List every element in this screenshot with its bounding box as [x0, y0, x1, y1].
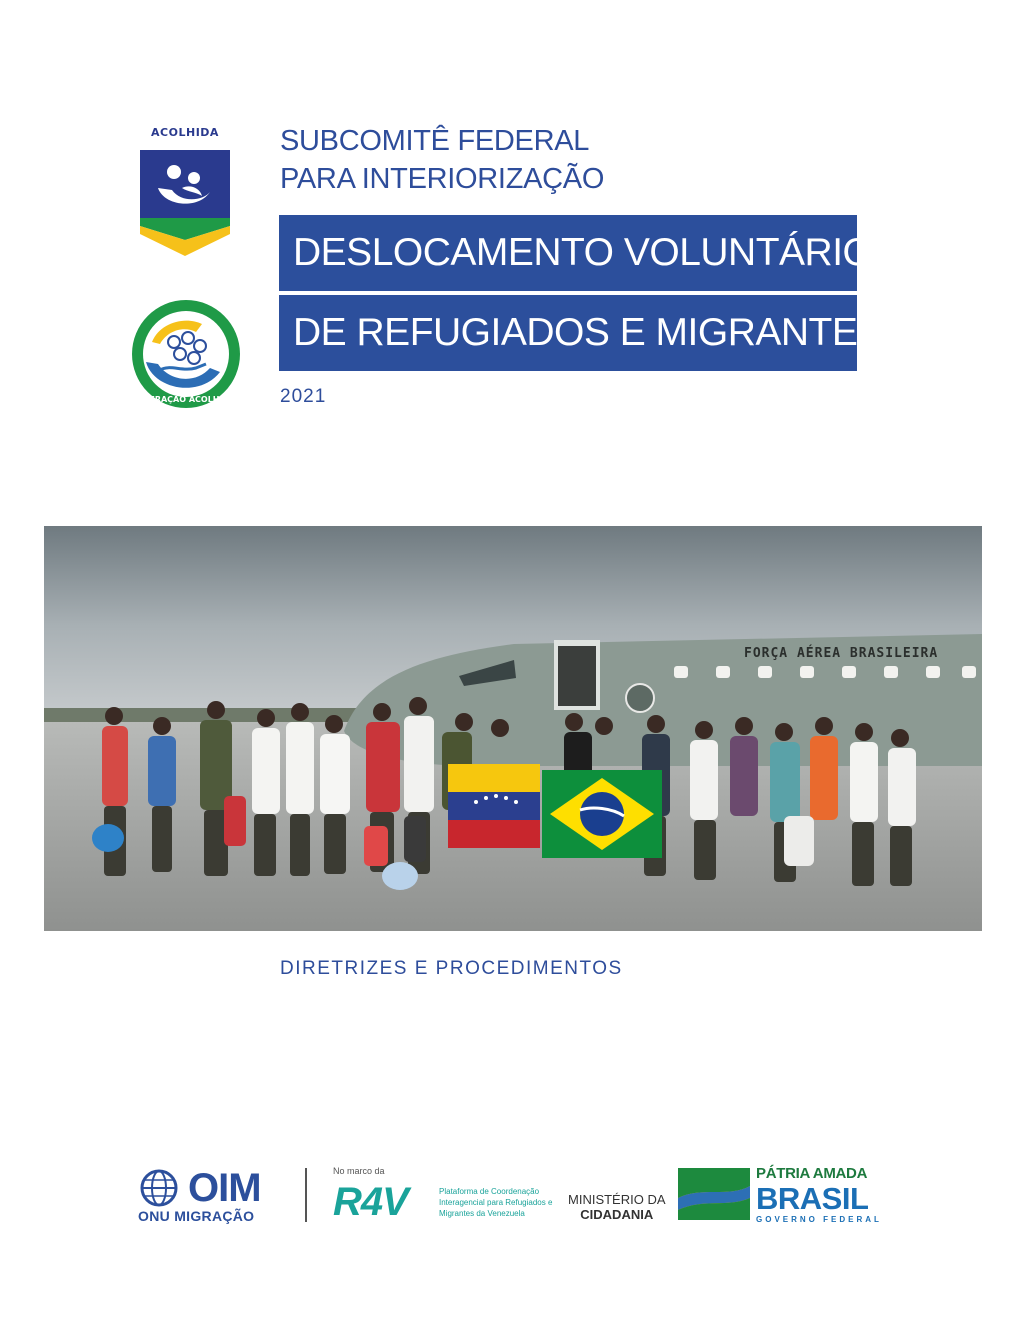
- ministerio-line-2: CIDADANIA: [580, 1207, 654, 1222]
- title-line-1: DESLOCAMENTO VOLUNTÁRIO: [279, 215, 857, 291]
- governo-federal-flag-icon: [678, 1168, 750, 1220]
- subcomite-line-2: PARA INTERIORIZAÇÃO: [280, 163, 605, 195]
- oim-subtitle: ONU MIGRAÇÃO: [138, 1208, 255, 1224]
- subcomite-line-1: SUBCOMITÊ FEDERAL: [280, 125, 590, 157]
- r4v-wordmark: R4V: [333, 1180, 408, 1224]
- r4v-logo: [333, 1166, 553, 1226]
- r4v-description: Plataforma de Coordenação Interagencial para Refugiados e Migrantes da Venezuela: [439, 1187, 553, 1218]
- subcomite-heading: [280, 122, 604, 198]
- plane-lettering: FORÇA AÉREA BRASILEIRA: [744, 646, 939, 661]
- acolhida-logo: [134, 126, 236, 260]
- oim-wordmark: OIM: [188, 1166, 261, 1210]
- operacao-logo-text: OPERAÇÃO ACOLHIDA: [136, 395, 236, 404]
- cover-photo: [44, 526, 982, 931]
- patria-line-3: GOVERNO FEDERAL: [756, 1215, 882, 1224]
- oim-logo: [136, 1166, 286, 1226]
- subtitle: DIRETRIZES E PROCEDIMENTOS: [280, 958, 623, 979]
- title-line-2: DE REFUGIADOS E MIGRANTES: [279, 295, 857, 371]
- group-photo-illustration: [44, 526, 982, 931]
- r4v-caption: No marco da: [333, 1166, 385, 1176]
- ministerio-line-1: MINISTÉRIO DA: [568, 1192, 666, 1207]
- brazil-flag: [542, 770, 662, 858]
- acolhida-logo-text: ACOLHIDA: [151, 126, 219, 139]
- ministerio-logo: [568, 1192, 666, 1222]
- patria-line-1: PÁTRIA AMADA: [756, 1165, 868, 1182]
- footer-divider: [305, 1168, 307, 1222]
- acolhida-shield-icon: [138, 148, 232, 258]
- venezuela-flag: [448, 764, 540, 848]
- globe-icon: [136, 1168, 182, 1208]
- operacao-acolhida-logo: [130, 298, 242, 410]
- patria-amada-brasil-logo: [756, 1165, 882, 1225]
- year: 2021: [280, 386, 327, 407]
- patria-line-2: BRASIL: [756, 1181, 869, 1216]
